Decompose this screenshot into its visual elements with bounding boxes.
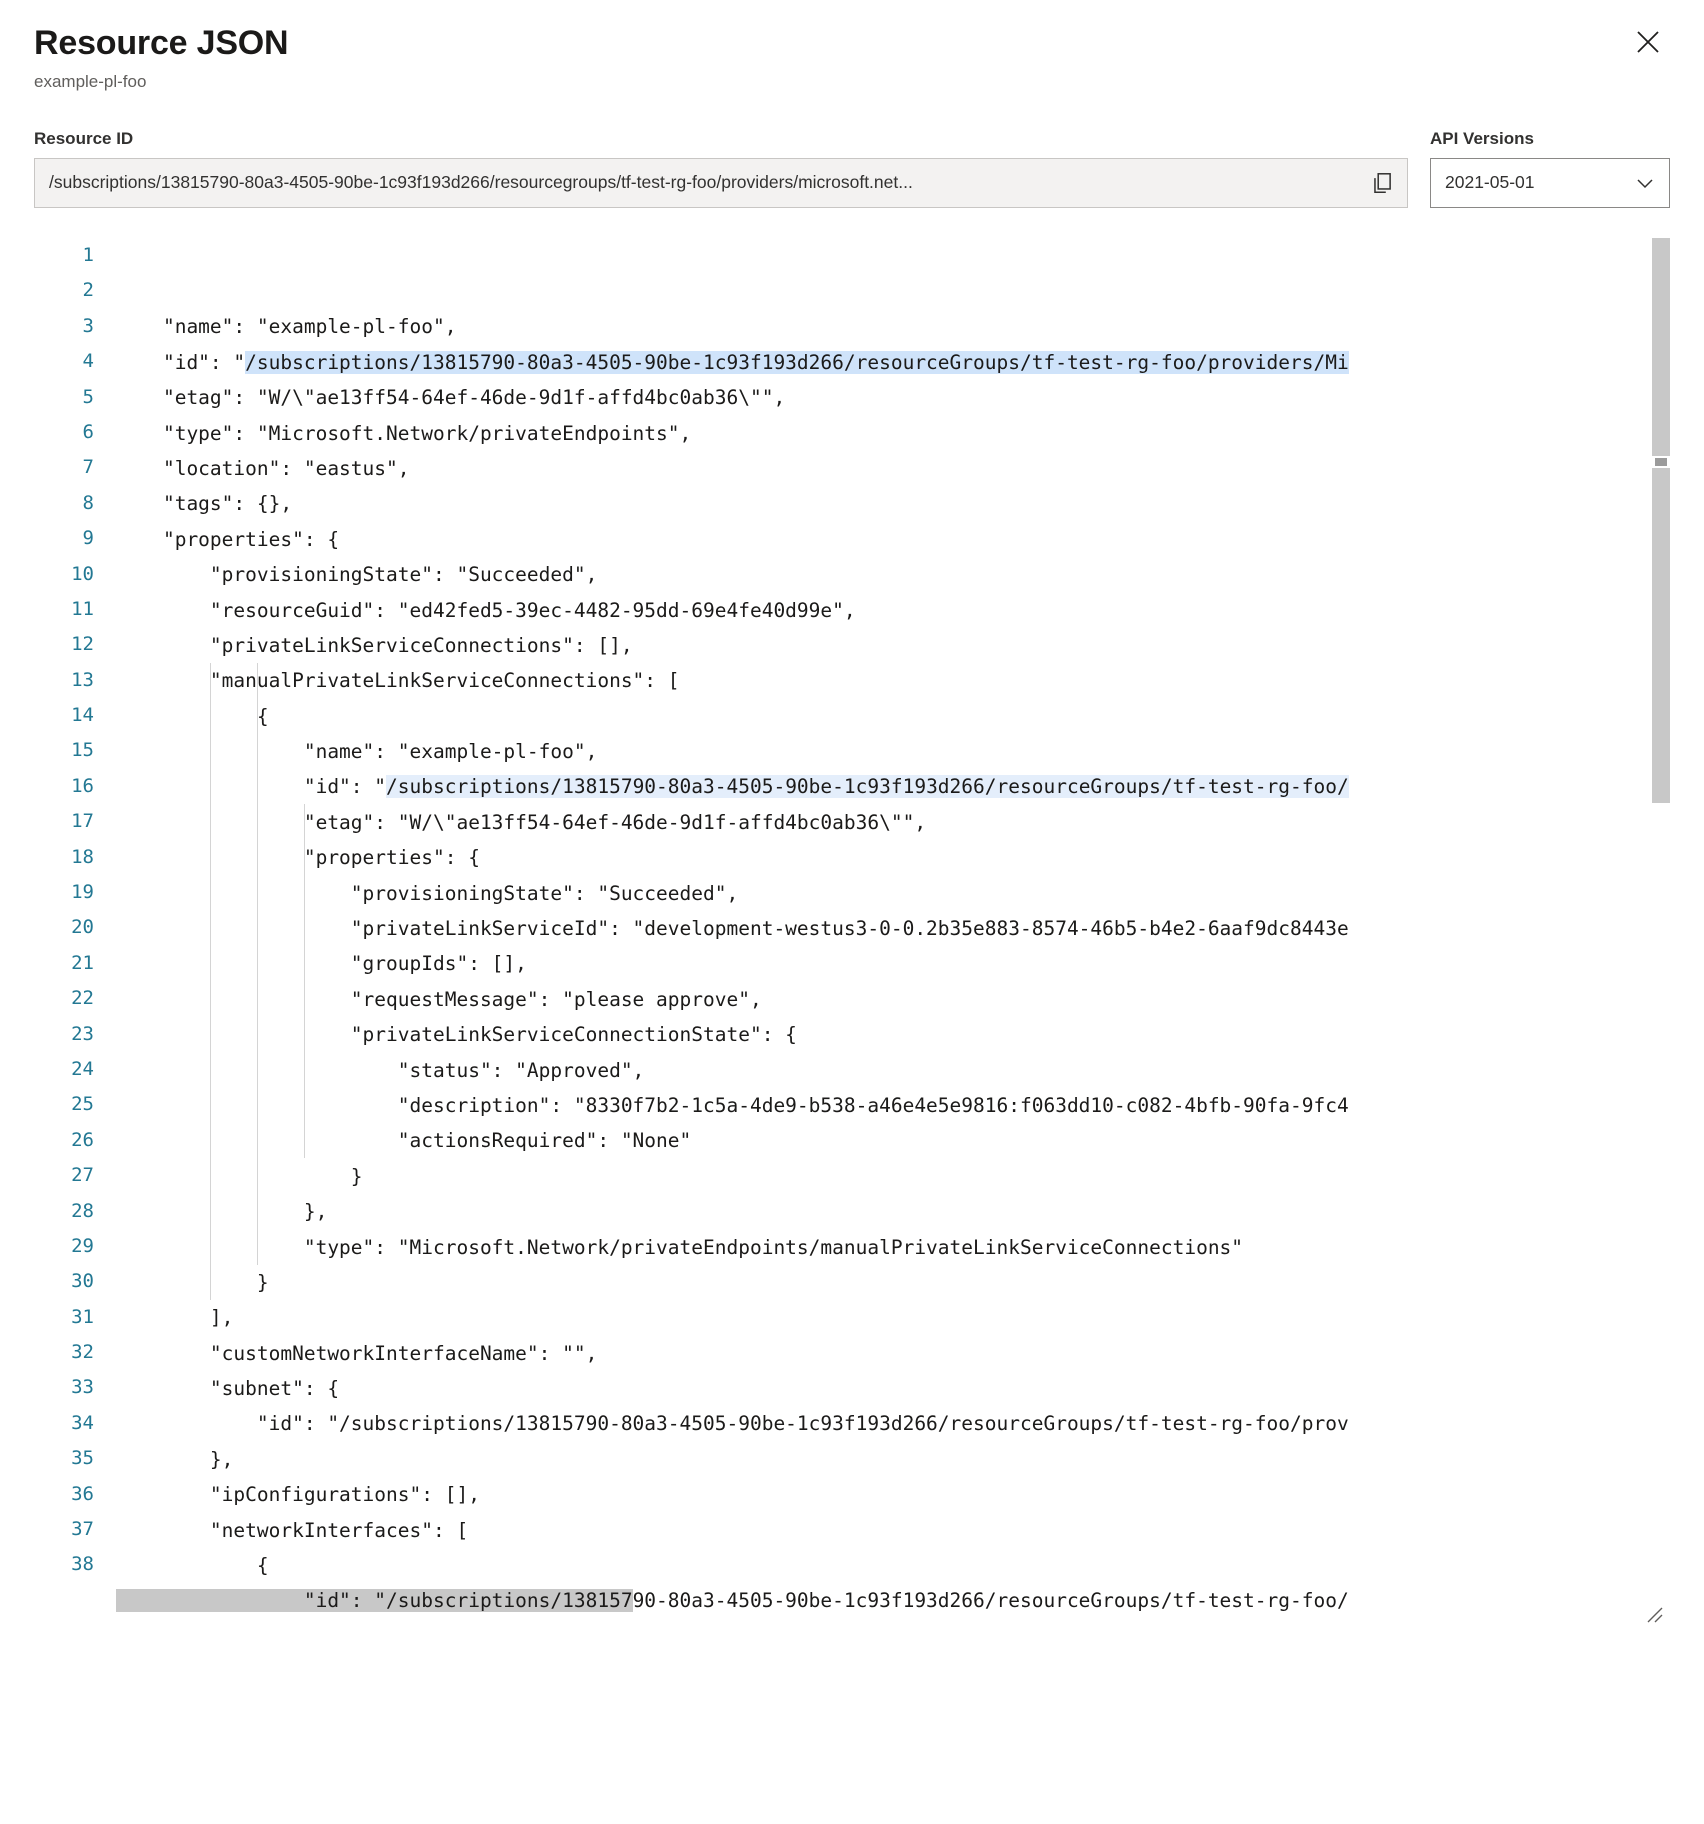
api-versions-label: API Versions [1430, 128, 1534, 148]
line-number: 5 [82, 385, 94, 408]
line-number: 22 [71, 987, 94, 1010]
resource-id-label: Resource ID [34, 128, 134, 148]
line-number: 30 [71, 1270, 94, 1293]
code-line: { [116, 1554, 269, 1578]
line-number: 20 [71, 916, 94, 939]
page-title: Resource JSON [34, 24, 289, 62]
code-line: } [116, 1164, 363, 1188]
line-number: 3 [82, 314, 94, 337]
code-line: "properties": { [116, 846, 480, 870]
line-number: 1 [82, 243, 94, 266]
code-line: "tags": {}, [116, 492, 293, 516]
vertical-scrollbar[interactable] [1652, 238, 1670, 1628]
code-line: "etag": "W/\"ae13ff54-64ef-46de-9d1f-affd4bc0ab36\"", [116, 386, 786, 410]
code-line: "description": "8330f7b2-1c5a-4de9-b538-a46e4e5e9816:f063dd10-c082-4bfb-90fa-9fc4 [116, 1093, 1349, 1117]
line-number: 23 [71, 1022, 94, 1045]
code-line: "resourceGuid": "ed42fed5-39ec-4482-95dd-69e4fe40d99e", [116, 598, 856, 622]
code-line: "location": "eastus", [116, 456, 410, 480]
code-line: "provisioningState": "Succeeded", [116, 881, 739, 905]
line-number: 17 [71, 810, 94, 833]
line-number: 27 [71, 1164, 94, 1187]
page-subtitle: example-pl-foo [34, 71, 147, 91]
api-versions-select[interactable] [1430, 158, 1670, 208]
code-line: "groupIds": [], [116, 952, 527, 976]
code-line [116, 274, 1670, 309]
code-line: "type": "Microsoft.Network/privateEndpoints/manualPrivateLinkServiceConnections" [116, 1235, 1244, 1259]
line-number: 19 [71, 881, 94, 904]
code-line: }, [116, 1447, 234, 1471]
line-number: 18 [71, 845, 94, 868]
line-number: 7 [82, 456, 94, 479]
line-number: 6 [82, 420, 94, 443]
line-number: 38 [71, 1553, 94, 1576]
line-number: 4 [82, 350, 94, 373]
scrollbar-marker [1655, 458, 1667, 466]
line-number: 32 [71, 1341, 94, 1364]
code-line: "privateLinkServiceConnections": [], [116, 633, 633, 657]
code-line: "name": "example-pl-foo", [116, 740, 598, 764]
code-line: "etag": "W/\"ae13ff54-64ef-46de-9d1f-affd4bc0ab36\"", [116, 810, 927, 834]
line-number: 13 [71, 668, 94, 691]
line-number: 34 [71, 1411, 94, 1434]
line-number: 9 [82, 527, 94, 550]
code-line: "requestMessage": "please approve", [116, 987, 762, 1011]
code-line: "manualPrivateLinkServiceConnections": [ [116, 669, 680, 693]
code-line: "customNetworkInterfaceName": "", [116, 1341, 598, 1365]
json-editor-body [34, 238, 1670, 1628]
fields-row [0, 93, 1704, 208]
panel-header [0, 0, 1704, 93]
line-number: 10 [71, 562, 94, 585]
line-number: 8 [82, 491, 94, 514]
line-number: 14 [71, 704, 94, 727]
resource-id-input[interactable] [34, 158, 1408, 208]
code-line: "name": "example-pl-foo", [116, 315, 457, 339]
line-number: 33 [71, 1376, 94, 1399]
line-number: 26 [71, 1128, 94, 1151]
code-line: "networkInterfaces": [ [116, 1518, 469, 1542]
code-line: { [116, 704, 269, 728]
line-number: 16 [71, 774, 94, 797]
code-line: "privateLinkServiceId": "development-westus3-0-0.2b35e883-8574-46b5-b4e2-6aaf9dc8443e [116, 917, 1349, 941]
line-number: 15 [71, 739, 94, 762]
resource-id-field [34, 129, 1408, 208]
api-versions-value: 2021-05-01 [1445, 172, 1535, 193]
code-line: "type": "Microsoft.Network/privateEndpoints", [116, 421, 692, 445]
code-line: }, [116, 1200, 328, 1224]
line-number: 28 [71, 1199, 94, 1222]
line-number: 12 [71, 633, 94, 656]
resource-id-value: /subscriptions/13815790-80a3-4505-90be-1c93f193d266/resourcegroups/tf-test-rg-foo/providers/microsoft.net... [49, 172, 913, 193]
code-line: "id": "/subscriptions/13815790-80a3-4505-90be-1c93f193d266/resourceGroups/tf-test-rg-foo/prov [116, 1412, 1349, 1436]
line-number: 35 [71, 1447, 94, 1470]
line-number: 29 [71, 1234, 94, 1257]
line-number: 31 [71, 1305, 94, 1328]
close-icon [1633, 27, 1663, 57]
code-line: ], [116, 1306, 234, 1330]
scrollbar-thumb-lower[interactable] [1652, 468, 1670, 803]
code-area[interactable] [116, 238, 1670, 1628]
line-number: 2 [82, 279, 94, 302]
line-number: 36 [71, 1482, 94, 1505]
json-editor[interactable] [34, 238, 1670, 1628]
close-button[interactable] [1626, 20, 1670, 64]
line-number: 37 [71, 1518, 94, 1541]
line-number: 21 [71, 951, 94, 974]
copy-icon[interactable] [1365, 166, 1399, 200]
line-number: 24 [71, 1057, 94, 1080]
line-number: 25 [71, 1093, 94, 1116]
line-number: 11 [71, 597, 94, 620]
code-line: "actionsRequired": "None" [116, 1129, 692, 1153]
code-line: "subnet": { [116, 1377, 340, 1401]
code-line: "id": "/subscriptions/13815790-80a3-4505-90be-1c93f193d266/resourceGroups/tf-test-rg-foo/ [116, 1589, 1349, 1613]
api-versions-field [1430, 129, 1670, 208]
code-lines [116, 274, 1670, 1619]
line-number-gutter [34, 238, 116, 1628]
chevron-down-icon [1635, 173, 1655, 193]
code-line: } [116, 1270, 269, 1294]
code-line: "status": "Approved", [116, 1058, 645, 1082]
code-line: "properties": { [116, 527, 340, 551]
code-line: "ipConfigurations": [], [116, 1483, 480, 1507]
code-line: "provisioningState": "Succeeded", [116, 563, 598, 587]
code-line: "id": "/subscriptions/13815790-80a3-4505-90be-1c93f193d266/resourceGroups/tf-test-rg-foo/providers/Mi [116, 350, 1349, 374]
code-line: "id": "/subscriptions/13815790-80a3-4505-90be-1c93f193d266/resourceGroups/tf-test-rg-foo/ [116, 775, 1349, 799]
scrollbar-thumb[interactable] [1652, 238, 1670, 456]
code-line: "privateLinkServiceConnectionState": { [116, 1023, 797, 1047]
